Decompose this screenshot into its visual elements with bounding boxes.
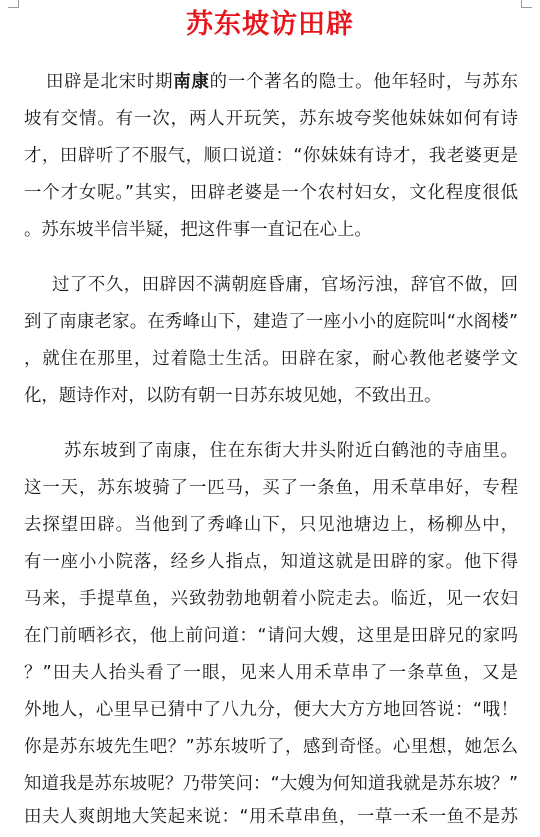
paragraph-line: 这一天，苏东坡骑了一匹马，买了一条鱼，用禾草串好，专程 — [24, 478, 518, 498]
paragraph-line: 田辟是北宋时期南康的一个著名的隐士。他年轻时，与苏东 — [46, 72, 518, 92]
paragraph-line: 马来，手提草鱼，兴致勃勃地朝着小院走去。临近，见一农妇 — [24, 589, 518, 609]
paragraph-line: 苏东坡到了南康，住在东街大井头附近白鹤池的寺庙里。 — [64, 441, 518, 461]
paragraph-line: 在门前晒衫衣，他上前问道：“请问大嫂，这里是田辟兄的家吗 — [24, 626, 518, 646]
paragraph-line: ？”田夫人抬头看了一眼，见来人用禾草串了一条草鱼，又是 — [24, 663, 518, 683]
paragraph-line: 一个才女呢。”其实，田辟老婆是一个农村妇女，文化程度很低 — [24, 183, 518, 203]
paragraph-line: 化，题诗作对，以防有朝一日苏东坡见她，不致出丑。 — [24, 386, 442, 406]
paragraph-line: 田夫人爽朗地大笑起来说：“用禾草串鱼，一草一禾一鱼不是苏 — [24, 807, 518, 827]
document-title: 苏东坡访田辟 — [186, 9, 354, 40]
paragraph-line: 去探望田辟。当他到了秀峰山下，只见池塘边上，杨柳丛中， — [24, 515, 518, 535]
paragraph-line: ，就住在那里，过着隐士生活。田辟在家，耐心教他老婆学文 — [24, 349, 518, 369]
paragraph-line: 。苏东坡半信半疑，把这件事一直记在心上。 — [24, 220, 372, 240]
emphasized-place-name: 南康 — [173, 72, 210, 92]
paragraph-line: 到了南康老家。在秀峰山下，建造了一座小小的庭院叫“水阁楼” — [24, 312, 518, 332]
paragraph-line: 坡有交情。有一次，两人开玩笑，苏东坡夸奖他妹妹如何有诗 — [24, 109, 518, 129]
paragraph-line: 才，田辟听了不服气，顺口说道：“你妹妹有诗才，我老婆更是 — [24, 146, 518, 166]
paragraph-line: 有一座小小院落，经乡人指点，知道这就是田辟的家。他下得 — [24, 552, 518, 572]
paragraph-line: 过了不久，田辟因不满朝庭昏庸，官场污浊，辞官不做，回 — [52, 275, 518, 295]
paragraph-line: 知道我是苏东坡呢？乃带笑问：“大嫂为何知道我就是苏东坡？” — [24, 774, 518, 794]
paragraph-line: 你是苏东坡先生吧？”苏东坡听了，感到奇怪。心里想，她怎么 — [24, 737, 518, 757]
paragraph-line: 外地人，心里早已猜中了八九分，便大大方方地回答说：“哦！ — [24, 700, 518, 720]
